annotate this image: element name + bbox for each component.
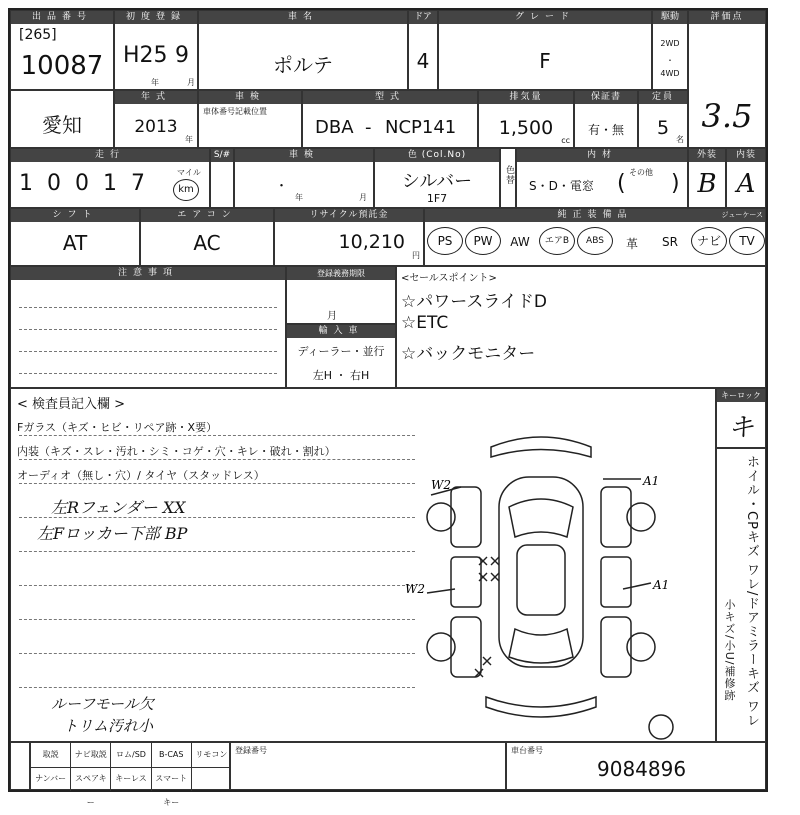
side-note-scratch: 小キズ/小U/補修跡 xyxy=(723,599,736,702)
import-header: 輸入車 xyxy=(287,325,395,338)
recycle-cell xyxy=(274,208,424,266)
color-cell xyxy=(374,148,500,208)
exterior-value: B xyxy=(697,169,717,199)
first-reg-unit-month: 月 xyxy=(187,78,195,87)
capacity-unit: 名 xyxy=(676,135,684,144)
equipment-cell xyxy=(424,208,766,266)
frame-number-header: 車台番号 xyxy=(511,746,543,755)
acc-keyless: キーレス xyxy=(111,767,151,791)
first-reg-unit-year: 年 xyxy=(151,78,159,87)
equip-pw: PW xyxy=(465,227,501,255)
lot-header: 出品番号 xyxy=(11,11,113,24)
inspector-line-interior: 内装（キズ・スレ・汚れ・シミ・コゲ・穴・キレ・破れ・割れ） xyxy=(17,445,336,458)
car-name-header: 車名 xyxy=(199,11,407,24)
model-year-value: 2013 xyxy=(134,117,178,137)
displacement-cell xyxy=(478,90,574,148)
reg-expiry-header: 登録義務期限 xyxy=(287,267,395,280)
model-year-header: 年式 xyxy=(115,91,197,104)
import-cell xyxy=(286,324,396,388)
lot-number: 10087 xyxy=(20,51,104,81)
shift-value: AT xyxy=(62,231,88,255)
vin-header: 車検 xyxy=(199,91,301,104)
equipment-header: 純正装備品 xyxy=(425,209,765,222)
side-note-wheel: ホイル・CPキズ ワレ/ドアミラーキズ ワレ xyxy=(744,455,759,728)
first-reg-month: 9 xyxy=(175,43,189,68)
first-reg-cell xyxy=(114,10,198,90)
diagram-label-w2-top: W2 xyxy=(431,478,451,492)
shift-cell xyxy=(10,208,140,266)
shift-header: シフト xyxy=(11,209,139,222)
capacity-header: 定員 xyxy=(639,91,687,104)
inspector-line-glass: Fガラス（キズ・ヒビ・リペア跡・X要） xyxy=(17,421,218,434)
notes-header: 注意事項 xyxy=(11,267,285,280)
warranty-header: 保証書 xyxy=(575,91,637,104)
doors-header: ドア xyxy=(409,11,437,24)
inspector-cell xyxy=(10,388,716,742)
lot-box: [265] xyxy=(19,27,57,43)
color-change-cell xyxy=(500,148,516,208)
mileage-unit-km: km xyxy=(173,179,199,201)
first-reg-header: 初度登録 xyxy=(115,11,197,24)
warranty-cell xyxy=(574,90,638,148)
frame-number-cell xyxy=(506,742,766,790)
import-dealer: ディーラー・並行 xyxy=(297,345,385,358)
model-code-header: 型式 xyxy=(303,91,477,104)
equip-leather: 革 xyxy=(625,237,638,251)
model-code-value: NCP141 xyxy=(385,117,457,138)
displacement-unit: cc xyxy=(561,136,570,145)
frame-number-value: 9084896 xyxy=(597,757,687,781)
side-note-cell xyxy=(716,448,766,742)
reg-expiry-unit: 月 xyxy=(327,311,337,322)
equip-airbag: エアB xyxy=(539,227,575,255)
acc-number: ナンバー xyxy=(31,767,71,791)
inspector-header: < 検査員記入欄 > xyxy=(17,397,126,412)
aircon-cell xyxy=(140,208,274,266)
first-reg-year: H25 xyxy=(123,43,168,68)
model-year-cell xyxy=(114,90,198,148)
score-value: 3.5 xyxy=(701,97,753,135)
keyless-header: キーロック xyxy=(717,389,765,402)
interior-material-options: S・D・電窓 xyxy=(529,179,594,193)
capacity-value: 5 xyxy=(656,117,670,139)
acc-smart-key: スマートキー xyxy=(152,767,192,791)
grade-cell xyxy=(438,10,652,90)
handwritten-note-2: 左Fロッカー下部 BP xyxy=(37,524,188,543)
inspection-cell xyxy=(234,148,374,208)
model-code-dash: - xyxy=(365,117,372,138)
car-name-cell xyxy=(198,10,408,90)
accessories-cell xyxy=(30,742,230,807)
mileage-header: 走行 xyxy=(11,149,209,162)
drive-2wd: 2WD xyxy=(660,39,680,48)
drive-header: 駆動 xyxy=(653,11,687,24)
handwritten-note-1: 左Rフェンダー XX xyxy=(51,498,186,517)
equip-last-header: ジューケース xyxy=(721,211,763,219)
reg-expiry-cell xyxy=(286,266,396,324)
capacity-cell xyxy=(638,90,688,148)
aircon-header: エアコン xyxy=(141,209,273,222)
acc-spare-key: スペアキー xyxy=(71,767,111,791)
acc-navi-manual: ナビ取説 xyxy=(71,743,111,767)
registration-cell xyxy=(230,742,506,790)
model-year-unit: 年 xyxy=(185,135,193,144)
displacement-value: 1,500 xyxy=(498,117,554,139)
acc-bcas: B-CAS xyxy=(152,743,192,767)
equip-ps: PS xyxy=(427,227,463,255)
diagram-label-w2-side: W2 xyxy=(405,582,425,596)
equip-aw: AW xyxy=(510,235,530,249)
recycle-header: リサイクル預託金 xyxy=(275,209,423,222)
inspection-unit-month: 月 xyxy=(359,193,367,202)
region-value: 愛知 xyxy=(42,113,82,137)
warranty-value: 有・無 xyxy=(587,123,624,137)
mileage-cell xyxy=(10,148,210,208)
equip-sr: SR xyxy=(662,235,678,249)
interior-value: A xyxy=(736,169,756,199)
recycle-value: 10,210 xyxy=(338,231,405,253)
mileage-unit-top: マイル xyxy=(177,168,201,177)
drive-cell: 駆動 2WD ・ 4WD xyxy=(652,10,688,90)
exterior-header: 外装 xyxy=(689,149,725,162)
equip-abs: ABS xyxy=(577,227,613,255)
interior-header: 内装 xyxy=(727,149,765,162)
equip-navi: ナビ xyxy=(691,227,727,255)
score-header: 評価点 xyxy=(689,11,765,24)
interior-cell xyxy=(726,148,766,208)
sales-points-header: <セールスポイント> xyxy=(401,273,497,284)
sno-cell xyxy=(210,148,234,208)
notes-cell xyxy=(10,266,286,388)
keyless-value: キ xyxy=(727,413,754,443)
grade-value: F xyxy=(539,49,551,73)
doors-value: 4 xyxy=(416,49,430,73)
lot-cell xyxy=(10,10,114,90)
interior-material-header: 内材 xyxy=(517,149,687,162)
recycle-unit: 円 xyxy=(412,251,420,260)
inspection-header: 車検 xyxy=(235,149,373,162)
handwritten-note-3: ルーフモール欠 xyxy=(51,695,154,713)
sales-point-1: ☆パワースライドD xyxy=(401,292,547,312)
sales-point-3: ☆バックモニター xyxy=(401,344,536,364)
color-change-label: 色替 xyxy=(504,165,514,185)
mileage-digits: 10017 xyxy=(19,171,159,196)
region-cell xyxy=(10,90,114,148)
color-code: 1F7 xyxy=(426,192,448,205)
bottom-left-cell xyxy=(10,742,30,790)
inspection-dot: ・ xyxy=(275,179,289,194)
interior-material-cell: 内材 S・D・電窓 その他 ( ) xyxy=(516,148,688,208)
inspector-line-audio: オーディオ（無し・穴）/ タイヤ（スタッドレス） xyxy=(17,469,265,482)
auction-sheet xyxy=(8,8,768,807)
equip-tv: TV xyxy=(729,227,765,255)
car-name-value: ポルテ xyxy=(273,53,333,77)
diagram-label-a1-side: A1 xyxy=(653,578,670,592)
model-code-cell xyxy=(302,90,478,148)
acc-manual: 取説 xyxy=(31,743,71,767)
interior-material-other: その他 xyxy=(629,168,653,177)
sales-points-cell xyxy=(396,266,766,388)
handwritten-note-4: トリム汚れ小 xyxy=(63,717,154,735)
color-header: 色 (Col.No) xyxy=(375,149,499,162)
model-code-prefix: DBA xyxy=(315,117,354,138)
diagram-label-a1-top: A1 xyxy=(643,474,660,488)
doors-cell xyxy=(408,10,438,90)
vin-cell xyxy=(198,90,302,148)
inspection-unit-year: 年 xyxy=(295,193,303,202)
aircon-value: AC xyxy=(193,231,221,255)
color-name: シルバー xyxy=(401,171,473,192)
keyless-cell xyxy=(716,388,766,448)
sales-point-2: ☆ETC xyxy=(401,313,449,333)
vin-sub: 車体番号記載位置 xyxy=(203,107,267,116)
acc-remote: リモコン xyxy=(195,750,228,759)
registration-header: 登録番号 xyxy=(235,746,267,755)
grade-header: グレード xyxy=(439,11,651,24)
import-steer: 左H ・ 右H xyxy=(312,369,370,382)
acc-rom-sd: ロム/SD xyxy=(111,743,151,767)
drive-4wd: 4WD xyxy=(660,69,680,78)
sno-header: S/# xyxy=(211,149,233,162)
car-damage-diagram xyxy=(391,417,691,737)
exterior-cell xyxy=(688,148,726,208)
displacement-header: 排気量 xyxy=(479,91,573,104)
score-cell xyxy=(688,10,766,148)
